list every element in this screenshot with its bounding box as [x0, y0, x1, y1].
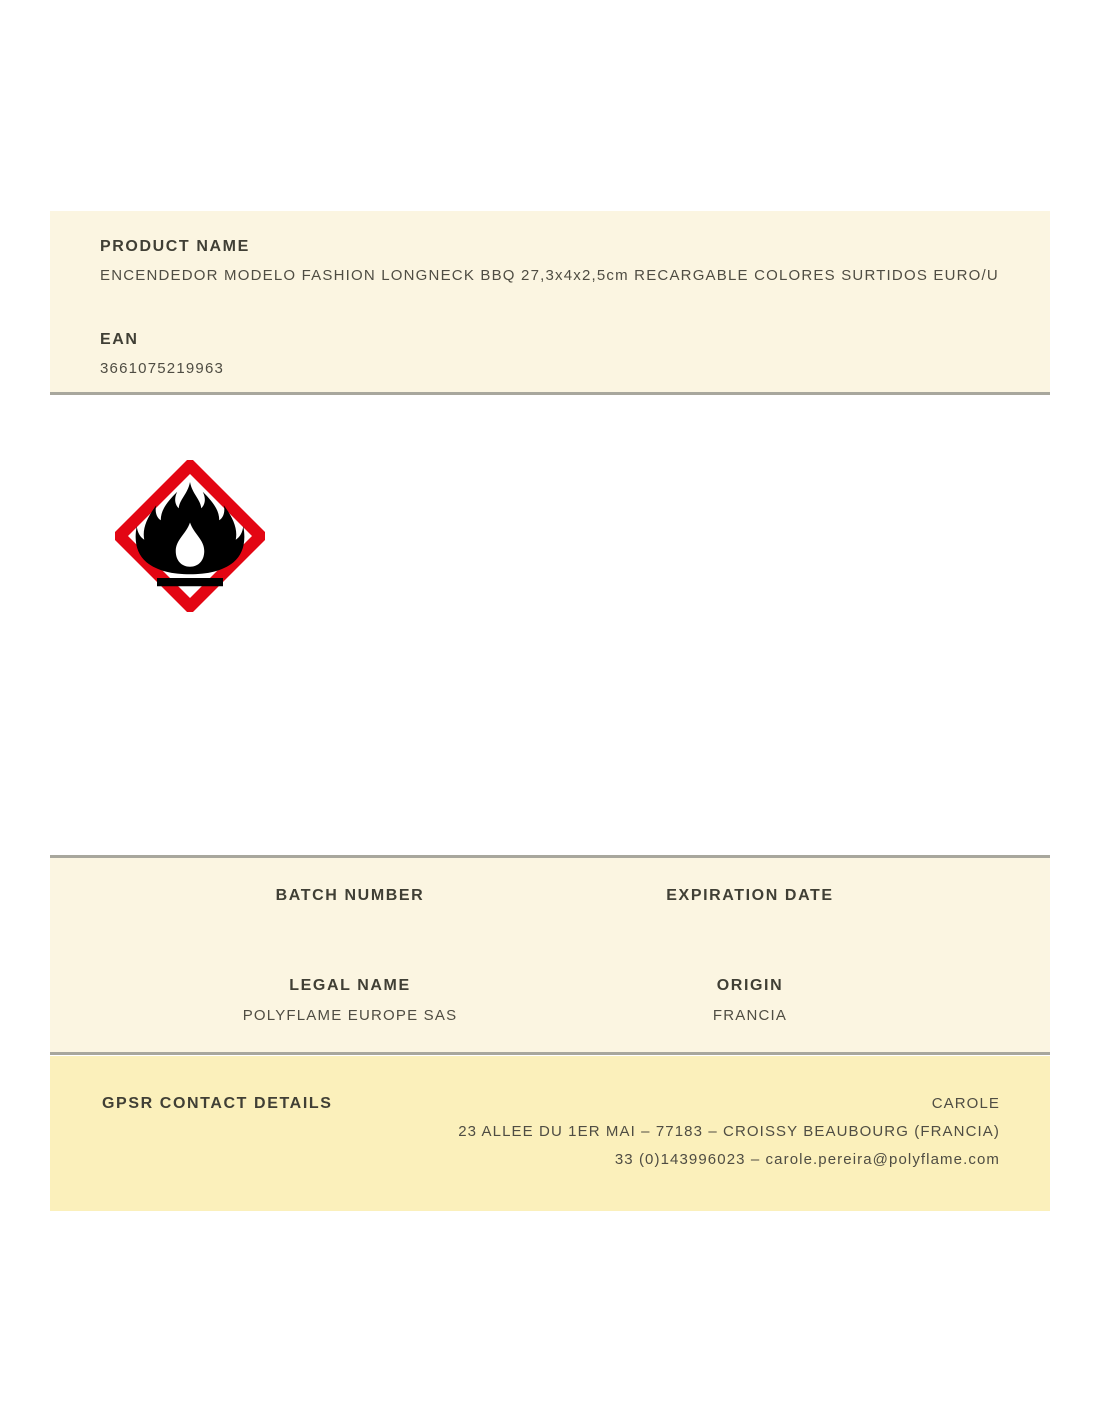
ean-label: EAN — [100, 331, 139, 348]
origin-value: FRANCIA — [712, 1007, 788, 1024]
product-name-label: PRODUCT NAME — [100, 238, 250, 255]
gpsr-contact-name: CAROLE — [931, 1095, 1000, 1112]
expiration-date-label: EXPIRATION DATE — [666, 887, 834, 904]
product-info-panel — [50, 211, 1050, 395]
gpsr-contact-details-label: GPSR CONTACT DETAILS — [102, 1095, 333, 1112]
gpsr-contact-block — [458, 1090, 1000, 1174]
details-right-column — [550, 886, 950, 1026]
details-left-column — [150, 886, 550, 1026]
batch-number-label: BATCH NUMBER — [275, 887, 425, 904]
ean-block — [100, 330, 1000, 379]
gpsr-phone-email: 33 (0)143996023 – carole.pereira@polyflame.com — [614, 1151, 1000, 1168]
flame-baseline-bar — [157, 578, 223, 586]
origin-label: ORIGIN — [716, 977, 784, 994]
batch-number-value — [150, 916, 550, 936]
legal-name-label: LEGAL NAME — [289, 977, 411, 994]
expiration-date-value — [550, 916, 950, 936]
gpsr-panel — [50, 1056, 1050, 1211]
batch-details-panel — [50, 855, 1050, 1055]
ean-value: 3661075219963 — [100, 360, 225, 377]
legal-name-value: POLYFLAME EUROPE SAS — [242, 1007, 458, 1024]
ghs-diamond-flame-icon — [115, 460, 265, 612]
gpsr-address: 23 ALLEE DU 1ER MAI – 77183 – CROISSY BEAUBOURG (FRANCIA) — [458, 1123, 1000, 1140]
flammable-pictogram — [115, 460, 265, 612]
product-name-value: ENCENDEDOR MODELO FASHION LONGNECK BBQ 27,3x4x2,5cm RECARGABLE COLORES SURTIDOS EURO/U — [100, 267, 999, 284]
